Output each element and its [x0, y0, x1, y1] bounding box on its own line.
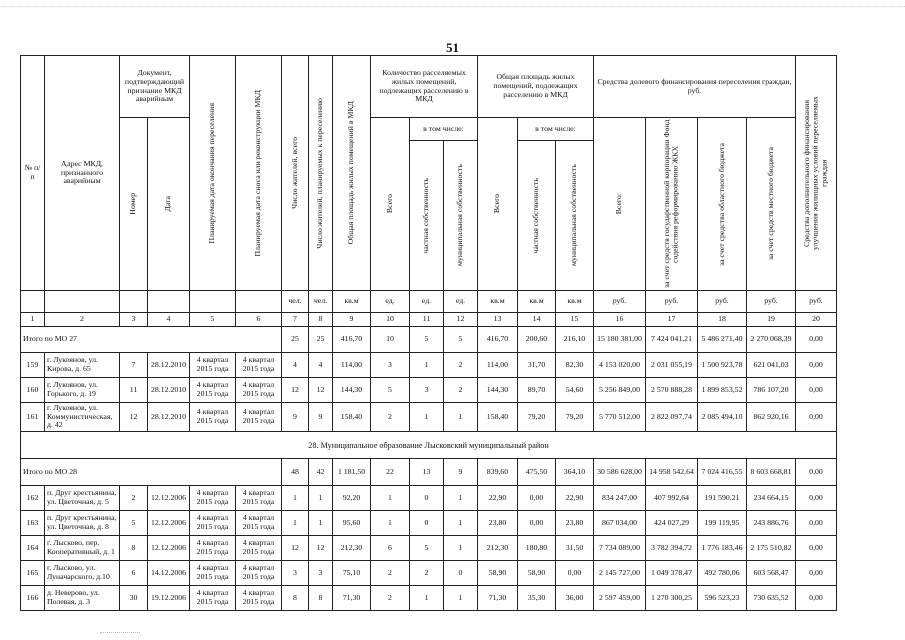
row-value: 0,00: [796, 403, 837, 432]
row-value: 3: [282, 561, 309, 586]
total-value: 2 270 068,39: [747, 327, 796, 353]
row-value: 114,00: [478, 353, 518, 378]
row-value: 22,90: [556, 486, 594, 511]
row-value: 621 041,03: [747, 353, 796, 378]
row-value: 54,60: [556, 378, 594, 403]
header-rooms-total: Всего: [371, 118, 410, 291]
row-value: 2: [371, 561, 410, 586]
total-value: 30 586 628,00: [594, 459, 646, 486]
column-number: 15: [556, 313, 594, 327]
row-value: 2 597 459,00: [594, 586, 646, 611]
scan-edge-line: [0, 6, 905, 8]
column-number: 1: [21, 313, 45, 327]
row-value: 1: [309, 486, 333, 511]
unit-cell: кв.м: [556, 291, 594, 313]
row-value: 1 500 923,78: [698, 353, 747, 378]
row-resettlement-end: 4 квартал 2015 года: [190, 561, 236, 586]
column-number: 3: [120, 313, 148, 327]
total-value: 416,70: [333, 327, 371, 353]
row-address: г. Лысково, пер. Кооперативный, д. 1: [45, 536, 120, 561]
unit-cell: кв.м: [333, 291, 371, 313]
total-value: 839,60: [478, 459, 518, 486]
row-value: 12: [282, 536, 309, 561]
row-doc-number: 6: [120, 561, 148, 586]
row-value: 0,00: [796, 511, 837, 536]
row-value: 0,00: [796, 486, 837, 511]
row-doc-number: 11: [120, 378, 148, 403]
total-value: 42: [309, 459, 333, 486]
header-num: № п/п: [21, 56, 45, 291]
row-value: 2: [371, 586, 410, 611]
row-value: 0,00: [796, 353, 837, 378]
table-row: [21, 403, 837, 432]
unit-cell: руб.: [594, 291, 646, 313]
row-doc-date: 12.12.2006: [148, 536, 190, 561]
row-value: 180,80: [518, 536, 556, 561]
row-value: 0: [410, 511, 444, 536]
header-rooms-group: Количество расселяемых жилых помещений, подлежащих расселению в МКД: [371, 56, 478, 118]
header-rooms-municipal: муниципальная собственность: [444, 140, 478, 290]
total-value: 10: [371, 327, 410, 353]
header-local: за счет средств местного бюджета: [747, 118, 796, 291]
total-value: 0,00: [796, 327, 837, 353]
row-value: 1: [444, 586, 478, 611]
row-number: 160: [21, 378, 45, 403]
total-value: 9: [444, 459, 478, 486]
row-value: 158,40: [478, 403, 518, 432]
header-finance-group: Средства долевого финансирования переселения граждан, руб.: [594, 56, 796, 118]
total-value: 15 180 381,00: [594, 327, 646, 353]
row-demolition: 4 квартал 2015 года: [236, 486, 282, 511]
row-value: 1: [309, 511, 333, 536]
row-demolition: 4 квартал 2015 года: [236, 536, 282, 561]
row-value: 3: [371, 353, 410, 378]
row-value: 95,60: [333, 511, 371, 536]
table-row: [21, 536, 837, 561]
column-number: 16: [594, 313, 646, 327]
row-doc-number: 8: [120, 536, 148, 561]
row-value: 212,30: [333, 536, 371, 561]
row-resettlement-end: 4 квартал 2015 года: [190, 486, 236, 511]
header-doc-number: Номер: [120, 118, 148, 291]
row-value: 1: [371, 486, 410, 511]
total-value: 1 181,50: [333, 459, 371, 486]
row-value: 1: [410, 353, 444, 378]
row-value: 1 049 378,47: [646, 561, 698, 586]
row-demolition: 4 квартал 2015 года: [236, 378, 282, 403]
total-value: 0,00: [796, 459, 837, 486]
row-address: п. Друг крестьянина, ул. Цветочная, д. 8: [45, 511, 120, 536]
row-value: 0,00: [796, 378, 837, 403]
unit-cell: руб.: [646, 291, 698, 313]
total-value: 5: [444, 327, 478, 353]
column-number: 10: [371, 313, 410, 327]
row-value: 2 031 055,19: [646, 353, 698, 378]
resettlement-table: [20, 55, 837, 611]
total-value: 475,50: [518, 459, 556, 486]
row-value: 1 776 183,46: [698, 536, 747, 561]
row-number: 164: [21, 536, 45, 561]
row-value: 1: [282, 511, 309, 536]
row-doc-number: 5: [120, 511, 148, 536]
total-label: Итого по МО 28: [21, 459, 282, 486]
row-number: 159: [21, 353, 45, 378]
row-value: 89,70: [518, 378, 556, 403]
unit-cell: кв.м: [518, 291, 556, 313]
header-area-total-sub: Всего: [478, 118, 518, 291]
row-value: 1: [444, 536, 478, 561]
row-doc-date: 12.12.2006: [148, 511, 190, 536]
row-value: 243 886,76: [747, 511, 796, 536]
row-value: 1: [410, 586, 444, 611]
column-number: 13: [478, 313, 518, 327]
row-value: 2: [410, 561, 444, 586]
row-address: п. Друг крестьянина, ул. Цветочная, д. 5: [45, 486, 120, 511]
column-number: 11: [410, 313, 444, 327]
row-number: 165: [21, 561, 45, 586]
row-value: 0,00: [796, 586, 837, 611]
unit-cell: руб.: [796, 291, 837, 313]
total-value: 7 024 416,55: [698, 459, 747, 486]
row-value: 4: [282, 353, 309, 378]
table-row: [21, 561, 837, 586]
row-address: г. Лукоянов, ул. Коммунистическая, д. 42: [45, 403, 120, 432]
page-number: 51: [446, 40, 459, 55]
column-number: 14: [518, 313, 556, 327]
units-row: [21, 291, 837, 313]
total-value: 5: [410, 327, 444, 353]
row-doc-date: 14.12.2006: [148, 561, 190, 586]
row-value: 603 568,47: [747, 561, 796, 586]
row-resettlement-end: 4 квартал 2015 года: [190, 353, 236, 378]
total-value: 216,10: [556, 327, 594, 353]
row-address: г. Лукоянов, ул. Кирова, д. 65: [45, 353, 120, 378]
row-value: 1: [282, 486, 309, 511]
row-number: 163: [21, 511, 45, 536]
section-row: [21, 432, 837, 459]
row-value: 71,30: [478, 586, 518, 611]
column-number: 5: [190, 313, 236, 327]
unit-cell: ед.: [410, 291, 444, 313]
row-value: 79,20: [518, 403, 556, 432]
row-value: 2 145 727,00: [594, 561, 646, 586]
total-value: 5 486 271,40: [698, 327, 747, 353]
row-doc-date: 19.12.2006: [148, 586, 190, 611]
row-value: 4 153 020,00: [594, 353, 646, 378]
row-demolition: 4 квартал 2015 года: [236, 586, 282, 611]
unit-cell: чел.: [309, 291, 333, 313]
scan-edge-mark: [100, 632, 140, 634]
row-value: 2: [444, 378, 478, 403]
row-value: 0: [444, 561, 478, 586]
unit-cell: чел.: [282, 291, 309, 313]
row-value: 6: [371, 536, 410, 561]
header-address: Адрес МКД, признанного аварийным: [45, 56, 120, 291]
row-value: 35,30: [518, 586, 556, 611]
row-value: 3: [309, 561, 333, 586]
row-value: 2: [444, 353, 478, 378]
row-value: 144,30: [478, 378, 518, 403]
row-value: 12: [282, 378, 309, 403]
row-resettlement-end: 4 квартал 2015 года: [190, 536, 236, 561]
total-value: 13: [410, 459, 444, 486]
row-demolition: 4 квартал 2015 года: [236, 561, 282, 586]
total-value: 22: [371, 459, 410, 486]
row-value: 82,30: [556, 353, 594, 378]
total-value: 48: [282, 459, 309, 486]
row-number: 162: [21, 486, 45, 511]
row-value: 5 256 849,00: [594, 378, 646, 403]
table-row: [21, 511, 837, 536]
total-value: 416,70: [478, 327, 518, 353]
row-resettlement-end: 4 квартал 2015 года: [190, 586, 236, 611]
header-regional: за счет средства областного бюджета: [698, 118, 747, 291]
column-number: 9: [333, 313, 371, 327]
row-value: 199 119,95: [698, 511, 747, 536]
row-doc-number: 12: [120, 403, 148, 432]
row-value: 9: [309, 403, 333, 432]
row-address: г. Лукоянов, ул. Горького, д. 19: [45, 378, 120, 403]
column-numbers-row: [21, 313, 837, 327]
row-value: 1: [371, 511, 410, 536]
column-number: 8: [309, 313, 333, 327]
row-resettlement-end: 4 квартал 2015 года: [190, 511, 236, 536]
row-demolition: 4 квартал 2015 года: [236, 511, 282, 536]
row-value: 144,30: [333, 378, 371, 403]
table-row: [21, 486, 837, 511]
row-value: 2 570 888,28: [646, 378, 698, 403]
column-number: 19: [747, 313, 796, 327]
row-value: 71,30: [333, 586, 371, 611]
row-value: 0,00: [556, 561, 594, 586]
total-value: 25: [282, 327, 309, 353]
header-additional-funds: Средства дополнительного финансирования улучшения жилищных условий переселяемых граждан: [796, 56, 837, 291]
row-address: г. Лысково, ул. Луначарского, д.10: [45, 561, 120, 586]
row-resettlement-end: 4 квартал 2015 года: [190, 403, 236, 432]
row-value: 31,50: [556, 536, 594, 561]
header-area-group: Общая площадь жилых помещений, подлежащих расселению в МКД: [478, 56, 594, 118]
row-doc-number: 7: [120, 353, 148, 378]
row-value: 234 664,15: [747, 486, 796, 511]
row-value: 5 770 512,00: [594, 403, 646, 432]
row-value: 1: [444, 511, 478, 536]
table-row: [21, 353, 837, 378]
row-demolition: 4 квартал 2015 года: [236, 353, 282, 378]
row-value: 12: [309, 536, 333, 561]
row-doc-number: 30: [120, 586, 148, 611]
column-number: 4: [148, 313, 190, 327]
row-value: 23,80: [478, 511, 518, 536]
row-value: 114,00: [333, 353, 371, 378]
header-finance-total: Всего:: [594, 118, 646, 291]
header-rooms-including: в том числе:: [410, 118, 478, 141]
unit-cell: руб.: [747, 291, 796, 313]
row-value: 1: [444, 403, 478, 432]
row-value: 1: [410, 403, 444, 432]
row-value: 0,00: [518, 511, 556, 536]
row-value: 492 780,06: [698, 561, 747, 586]
header-area-total: Общая площадь жилых помещений в МКД: [333, 56, 371, 291]
column-number: 12: [444, 313, 478, 327]
total-value: 8 603 668,81: [747, 459, 796, 486]
row-value: 2 175 510,82: [747, 536, 796, 561]
total-value: 25: [309, 327, 333, 353]
row-value: 0,00: [796, 536, 837, 561]
row-value: 212,30: [478, 536, 518, 561]
row-value: 730 635,52: [747, 586, 796, 611]
header-doc-date: Дата: [148, 118, 190, 291]
row-value: 2: [371, 403, 410, 432]
row-value: 867 034,00: [594, 511, 646, 536]
row-value: 786 107,20: [747, 378, 796, 403]
column-number: 7: [282, 313, 309, 327]
unit-cell: кв.м: [478, 291, 518, 313]
row-value: 1 270 300,25: [646, 586, 698, 611]
row-value: 834 247,00: [594, 486, 646, 511]
unit-cell: ед.: [371, 291, 410, 313]
row-value: 22,90: [478, 486, 518, 511]
row-value: 75,10: [333, 561, 371, 586]
row-value: 23,80: [556, 511, 594, 536]
row-doc-date: 28.12.2010: [148, 353, 190, 378]
row-value: 862 920,16: [747, 403, 796, 432]
total-value: 7 424 041,21: [646, 327, 698, 353]
row-value: 1: [444, 486, 478, 511]
row-value: 191 590,21: [698, 486, 747, 511]
total-value: 200,60: [518, 327, 556, 353]
row-value: 31,70: [518, 353, 556, 378]
row-doc-date: 12.12.2006: [148, 486, 190, 511]
row-value: 79,20: [556, 403, 594, 432]
header-residents-total: Число жителей, всего: [282, 56, 309, 291]
column-number: 17: [646, 313, 698, 327]
total-row: [21, 459, 837, 486]
row-value: 9: [282, 403, 309, 432]
row-value: 0,00: [796, 561, 837, 586]
row-doc-date: 28.12.2010: [148, 403, 190, 432]
header-area-municipal: муниципальная собственность: [556, 140, 594, 290]
row-value: 3 782 394,72: [646, 536, 698, 561]
row-doc-number: 2: [120, 486, 148, 511]
header-demolition: Планируемая дата сноса или реконструкции МКД: [236, 56, 282, 291]
row-value: 596 523,23: [698, 586, 747, 611]
column-number: 2: [45, 313, 120, 327]
row-value: 158,40: [333, 403, 371, 432]
header-residents-planned: Число жителей, планируемых к переселению: [309, 56, 333, 291]
row-value: 0: [410, 486, 444, 511]
header-area-private: частная собственность: [518, 140, 556, 290]
row-value: 12: [309, 378, 333, 403]
row-value: 92,20: [333, 486, 371, 511]
table-row: [21, 586, 837, 611]
row-value: 58,90: [478, 561, 518, 586]
row-resettlement-end: 4 квартал 2015 года: [190, 378, 236, 403]
row-number: 166: [21, 586, 45, 611]
table-row: [21, 378, 837, 403]
total-row: [21, 327, 837, 353]
unit-cell: руб.: [698, 291, 747, 313]
header-fund: за счет средств государственной корпорации Фонд содействия реформированию ЖКХ: [646, 118, 698, 291]
row-value: 2 085 494,10: [698, 403, 747, 432]
row-value: 407 992,64: [646, 486, 698, 511]
total-label: Итого по МО 27: [21, 327, 282, 353]
row-value: 58,90: [518, 561, 556, 586]
row-number: 161: [21, 403, 45, 432]
header-rooms-private: частная собственность: [410, 140, 444, 290]
row-value: 8: [282, 586, 309, 611]
row-value: 424 027,29: [646, 511, 698, 536]
row-value: 2 822 097,74: [646, 403, 698, 432]
row-value: 3: [410, 378, 444, 403]
section-title: 28. Муниципальное образование Лысковский муниципальный район: [21, 432, 837, 459]
header-resettlement-end: Планируемая дата окончания переселения: [190, 56, 236, 291]
row-value: 7 734 089,00: [594, 536, 646, 561]
column-number: 20: [796, 313, 837, 327]
row-value: 5: [371, 378, 410, 403]
header-document: Документ, подтверждающий признание МКД аварийным: [120, 56, 190, 118]
total-value: 364,10: [556, 459, 594, 486]
row-value: 36,00: [556, 586, 594, 611]
row-address: д. Неверово, ул. Полевая, д. 3: [45, 586, 120, 611]
row-value: 8: [309, 586, 333, 611]
row-value: 5: [410, 536, 444, 561]
unit-cell: ед.: [444, 291, 478, 313]
row-value: 4: [309, 353, 333, 378]
row-demolition: 4 квартал 2015 года: [236, 403, 282, 432]
total-value: 14 958 542,64: [646, 459, 698, 486]
header-area-including: в том числе:: [518, 118, 594, 141]
row-value: 0,00: [518, 486, 556, 511]
column-number: 18: [698, 313, 747, 327]
column-number: 6: [236, 313, 282, 327]
row-value: 1 899 853,52: [698, 378, 747, 403]
row-doc-date: 28.12.2010: [148, 378, 190, 403]
